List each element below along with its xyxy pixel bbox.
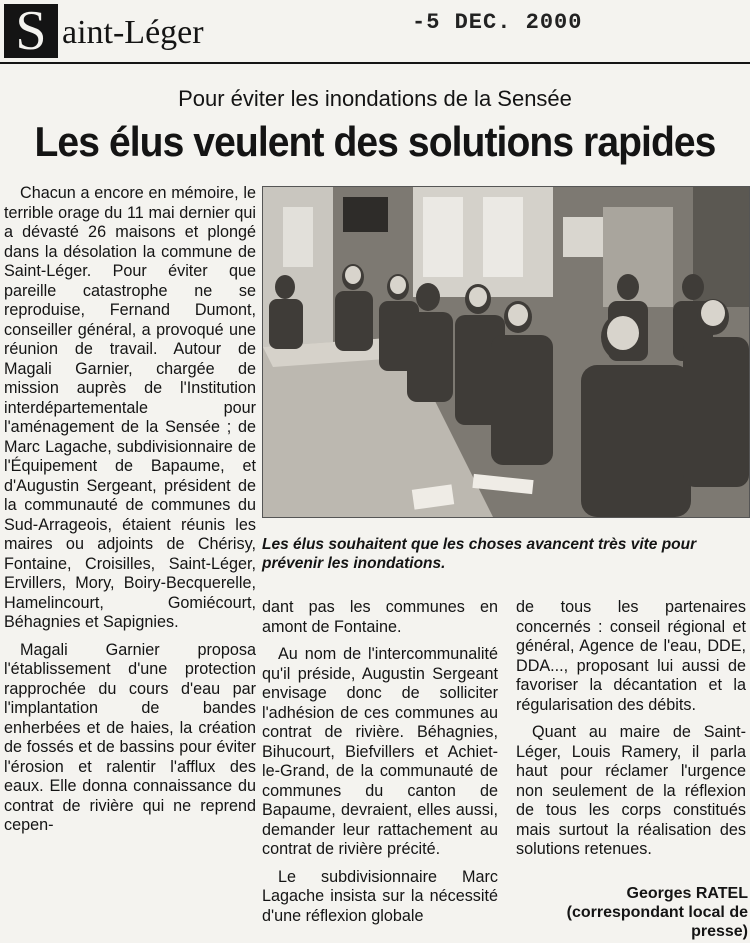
meeting-photo-image	[263, 187, 749, 517]
paragraph: Au nom de l'intercommunalité qu'il préside, Augustin Sergeant envisage donc de solliciter l'adhésion de ces communes au contrat de rivière. Béhagnies, Bihucourt, Biefvillers et Achiet-le-Grand, de la communauté de communes du canton de Bapaume, devraient, elles aussi, demander leur rattachement au contrat de rivière précité.	[262, 645, 498, 858]
masthead	[0, 0, 750, 68]
paragraph: dant pas les communes en amont de Fontaine.	[262, 598, 498, 636]
photo-caption: Les élus souhaitent que les choses avancent très vite pour prévenir les inondations.	[262, 536, 697, 572]
author-role: (correspondant local de presse)	[566, 904, 748, 940]
meeting-photo	[262, 186, 750, 518]
date-stamp-text: 5 DEC. 2000	[426, 10, 583, 35]
kicker: Pour éviter les inondations de la Sensée	[178, 86, 572, 111]
article-column-1	[4, 184, 256, 836]
masthead-rule	[0, 62, 750, 64]
author-name: Georges RATEL	[626, 885, 748, 902]
paragraph: Magali Garnier proposa l'établissement d'une protection rapprochée du cours d'eau par l'implantation de bandes enherbées et de haies, la création de fossés et de bassins pour éviter l'érosion et ralentir l'afflux des eaux. Elle donna connaissance du contrat de rivière qui ne reprend cepen-	[4, 640, 256, 834]
masthead-initial: S	[4, 4, 58, 58]
paragraph: Le subdivisionnaire Marc Lagache insista sur la nécessité d'une réflexion globale	[262, 867, 498, 925]
signature	[516, 884, 748, 941]
paragraph: Quant au maire de Saint-Léger, Louis Ramery, il parla haut pour réclamer l'urgence non seulement de la réflexion de tous les corps constitués mais surtout la réalisation des solutions retenues.	[516, 723, 746, 858]
paragraph: Chacun a encore en mémoire, le terrible orage du 11 mai dernier qui a dévasté 26 maisons et plongé dans la désolation la commune de Saint-Léger. Pour éviter que pareille catastrophe ne se reproduise, Fernand Dumont, conseiller général, a provoqué une réunion de travail. Autour de Magali Garnier, chargée de mission auprès de l'Institution interdépartementale pour l'aménagement de la Sensée ; de Marc Lagache, subdivisionnaire de l'Équipement de Bapaume, et d'Augustin Sergeant, président de la communauté de communes du Sud-Arrageois, étaient réunis les maires ou adjoints de Chérisy, Fontaine, Croisilles, Saint-Léger, Ervillers, Mory, Boiry-Becquerelle, Hamelincourt, Gomiécourt, Béhagnies et Sapignies.	[4, 184, 256, 631]
paragraph: de tous les partenaires concernés : conseil régional et général, Agence de l'eau, DDE, DDA..., proposant lui aussi de favoriser la décantation et la régularisation des débits.	[516, 598, 746, 714]
article-column-3	[516, 598, 746, 860]
article-column-2	[262, 598, 498, 926]
masthead-place: aint-Léger	[62, 14, 204, 51]
date-stamp: ‑5 DEC. 2000	[412, 10, 583, 35]
headline: Les élus veulent des solutions rapides	[34, 118, 716, 165]
